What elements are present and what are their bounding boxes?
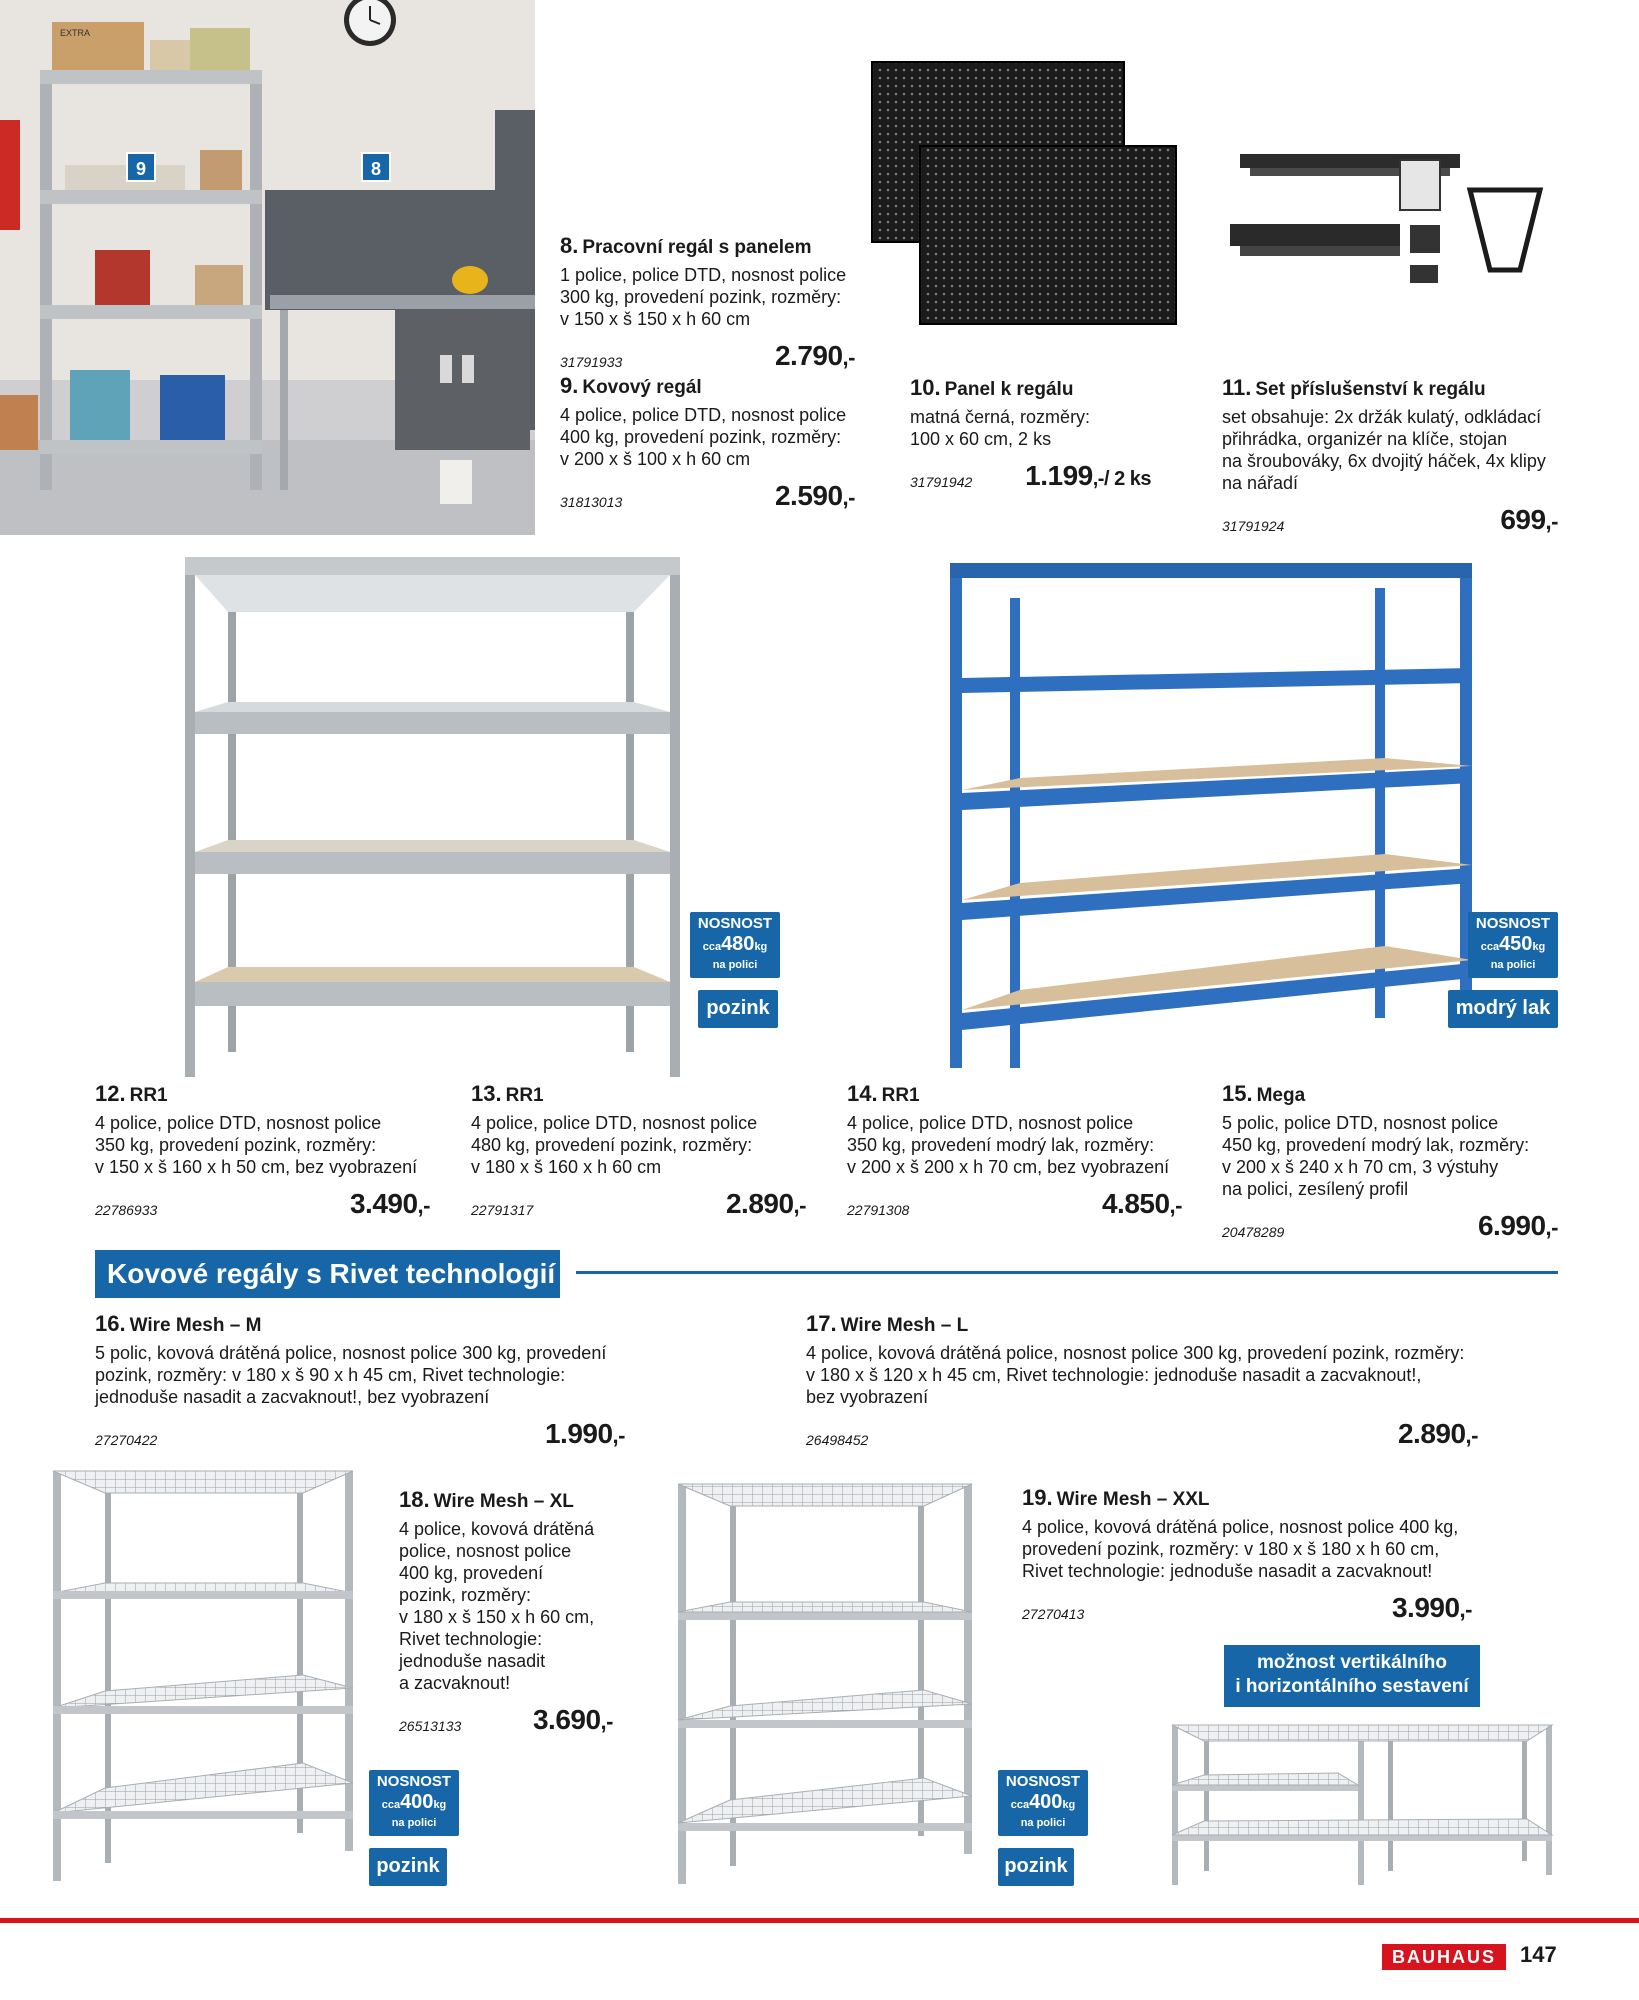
- product-19-price-suffix: ,-: [1459, 1597, 1472, 1622]
- product-18-desc-line: a zacvaknout!: [399, 1673, 511, 1693]
- marker-8: 8: [361, 152, 391, 182]
- product-11-code: 31791924: [1222, 518, 1285, 534]
- product-14-desc: [847, 1112, 1182, 1178]
- pozink-badge-left: pozink: [369, 1848, 447, 1886]
- nosnost-cca: cca: [1010, 1799, 1030, 1811]
- product-10-desc: [910, 406, 1145, 450]
- nosnost-value: [998, 1791, 1088, 1816]
- product-12-desc-line: 350 kg, provedení pozink, rozměry:: [95, 1135, 377, 1155]
- product-10-number: 10.: [910, 375, 941, 400]
- product-17-price-suffix: ,-: [1465, 1423, 1478, 1448]
- footer-rule: [0, 1918, 1639, 1923]
- product-14-code: 22791308: [847, 1202, 910, 1218]
- product-15-desc-line: v 200 x š 240 x h 70 cm, 3 výstuhy: [1222, 1157, 1499, 1177]
- product-16-price-value: 1.990: [544, 1418, 613, 1449]
- nosnost-label: NOSNOST: [1005, 1773, 1081, 1790]
- product-17-title: [806, 1312, 1478, 1338]
- section-title: Kovové regály s Rivet technologií: [95, 1250, 560, 1298]
- nosnost-kg: kg: [1062, 1799, 1076, 1811]
- product-9-desc-line: 4 police, police DTD, nosnost police: [560, 405, 847, 425]
- nosnost-per-shelf: na polici: [1020, 1817, 1066, 1829]
- product-18-number: 18.: [399, 1487, 430, 1512]
- nosnost-per-shelf: na polici: [712, 959, 758, 971]
- product-18-footer: [399, 1704, 613, 1736]
- nosnost-value: [690, 933, 780, 958]
- product-15-desc-line: na polici, zesílený profil: [1222, 1179, 1409, 1199]
- product-8-code: 31791933: [560, 354, 623, 370]
- product-14: [847, 1082, 1182, 1220]
- product-12-footer: [95, 1188, 430, 1220]
- product-13-footer: [471, 1188, 806, 1220]
- product-12-code: 22786933: [95, 1202, 158, 1218]
- product-19-code: 27270413: [1022, 1606, 1085, 1622]
- zinc-rack-image: [180, 552, 685, 1082]
- product-15: [1222, 1082, 1558, 1242]
- bauhaus-logo: BAUHAUS: [1382, 1944, 1506, 1970]
- product-8-footer: [560, 340, 855, 372]
- product-15-footer: [1222, 1210, 1558, 1242]
- nosnost-badge-480: [690, 912, 780, 978]
- product-12: [95, 1082, 430, 1220]
- product-9-price-value: 2.590: [774, 480, 843, 511]
- product-18-desc: [399, 1518, 609, 1694]
- product-15-price-value: 6.990: [1477, 1210, 1546, 1241]
- product-11: [1222, 376, 1558, 536]
- product-13-title: [471, 1082, 806, 1108]
- nosnost-load: 400: [1029, 1791, 1063, 1813]
- product-8-desc-line: 1 police, police DTD, nosnost police: [560, 265, 847, 285]
- product-9-desc-line: v 200 x š 100 x h 60 cm: [560, 449, 751, 469]
- product-18-desc-line: v 180 x š 150 x h 60 cm,: [399, 1607, 595, 1627]
- product-12-desc: [95, 1112, 430, 1178]
- product-18-desc-line: pozink, rozměry:: [399, 1585, 532, 1605]
- product-12-price-suffix: ,-: [417, 1193, 430, 1218]
- product-9-title: [560, 374, 855, 400]
- product-18-desc-line: 4 police, kovová drátěná: [399, 1519, 595, 1539]
- product-14-footer: [847, 1188, 1182, 1220]
- product-12-number: 12.: [95, 1081, 126, 1106]
- product-8-price-suffix: ,-: [842, 345, 855, 370]
- product-18-title: [399, 1488, 609, 1514]
- nosnost-kg: kg: [754, 941, 768, 953]
- product-8-desc: [560, 264, 855, 330]
- product-18-desc-line: 400 kg, provedení: [399, 1563, 544, 1583]
- combination-tag-line: i horizontálního sestavení: [1235, 1676, 1469, 1697]
- nosnost-value: [369, 1791, 459, 1816]
- product-19-desc: [1022, 1516, 1472, 1582]
- product-12-title: [95, 1082, 430, 1108]
- page-number: 147: [1520, 1942, 1557, 1967]
- product-16-title: [95, 1312, 625, 1338]
- accessories-illustration: [1220, 140, 1560, 290]
- product-13-price-suffix: ,-: [793, 1193, 806, 1218]
- product-9-desc-line: 400 kg, provedení pozink, rozměry:: [560, 427, 842, 447]
- product-8-desc-line: 300 kg, provedení pozink, rozměry:: [560, 287, 842, 307]
- blue-rack-illustration: [945, 558, 1480, 1078]
- product-16: [95, 1312, 625, 1450]
- product-14-desc-line: 4 police, police DTD, nosnost police: [847, 1113, 1134, 1133]
- product-12-desc-line: 4 police, police DTD, nosnost police: [95, 1113, 382, 1133]
- product-10: [910, 375, 1151, 492]
- pozink-badge-middle: pozink: [998, 1848, 1074, 1886]
- product-15-desc: [1222, 1112, 1558, 1200]
- product-8-number: 8.: [560, 233, 579, 258]
- product-17-desc-line: bez vyobrazení: [806, 1387, 929, 1407]
- product-10-code: 31791942: [910, 474, 973, 490]
- pegboard-illustration: [868, 58, 1180, 328]
- product-15-number: 15.: [1222, 1081, 1253, 1106]
- nosnost-load: 480: [721, 933, 755, 955]
- product-13-name: RR1: [505, 1085, 544, 1106]
- product-9-number: 9.: [560, 373, 579, 398]
- product-9-name: Kovový regál: [582, 377, 702, 398]
- product-16-desc: [95, 1342, 625, 1408]
- product-15-title: [1222, 1082, 1558, 1108]
- product-15-desc-line: 5 polic, police DTD, nosnost police: [1222, 1113, 1499, 1133]
- product-10-desc-line: matná černá, rozměry:: [910, 407, 1091, 427]
- product-16-name: Wire Mesh – M: [129, 1315, 262, 1336]
- nosnost-cca: cca: [381, 1799, 401, 1811]
- product-14-price: [1102, 1188, 1182, 1220]
- product-18-desc-line: police, nosnost police: [399, 1541, 572, 1561]
- workshop-illustration: [0, 0, 535, 535]
- product-10-desc-line: 100 x 60 cm, 2 ks: [910, 429, 1052, 449]
- product-14-price-suffix: ,-: [1169, 1193, 1182, 1218]
- product-8-price: [775, 340, 855, 372]
- product-12-name: RR1: [129, 1085, 168, 1106]
- product-13-desc-line: 480 kg, provedení pozink, rozměry:: [471, 1135, 753, 1155]
- product-14-name: RR1: [881, 1085, 920, 1106]
- product-11-desc-line: na nářadí: [1222, 473, 1299, 493]
- combination-tag: [1224, 1645, 1480, 1707]
- product-11-title: [1222, 376, 1558, 402]
- product-15-price-suffix: ,-: [1545, 1215, 1558, 1240]
- product-15-desc-line: 450 kg, provedení modrý lak, rozměry:: [1222, 1135, 1530, 1155]
- product-17-code: 26498452: [806, 1432, 869, 1448]
- nosnost-load: 400: [400, 1791, 434, 1813]
- product-13-desc: [471, 1112, 806, 1178]
- product-15-code: 20478289: [1222, 1224, 1285, 1240]
- modry-lak-badge: modrý lak: [1448, 990, 1558, 1028]
- product-18-code: 26513133: [399, 1718, 462, 1734]
- product-11-footer: [1222, 504, 1558, 536]
- product-10-footer: [910, 460, 1151, 492]
- product-17-name: Wire Mesh – L: [840, 1315, 969, 1336]
- nosnost-kg: kg: [1532, 941, 1546, 953]
- product-18-desc-line: jednoduše nasadit: [399, 1651, 546, 1671]
- product-16-price: [545, 1418, 625, 1450]
- product-14-title: [847, 1082, 1182, 1108]
- product-18-desc-line: Rivet technologie:: [399, 1629, 543, 1649]
- product-13-price: [726, 1188, 806, 1220]
- product-16-desc-line: pozink, rozměry: v 180 x š 90 x h 45 cm, Rivet technologie:: [95, 1365, 566, 1385]
- product-19-desc-line: provedení pozink, rozměry: v 180 x š 180 x h 60 cm,: [1022, 1539, 1440, 1559]
- product-11-desc-line: přihrádka, organizér na klíče, stojan: [1222, 429, 1508, 449]
- product-13: [471, 1082, 806, 1220]
- product-18-price: [533, 1704, 613, 1736]
- product-17-footer: [806, 1418, 1478, 1450]
- nosnost-per-shelf: na polici: [1490, 959, 1536, 971]
- product-19-name: Wire Mesh – XXL: [1056, 1489, 1210, 1510]
- product-18-name: Wire Mesh – XL: [433, 1491, 574, 1512]
- product-8-title: [560, 234, 855, 260]
- product-17-desc: [806, 1342, 1478, 1408]
- product-9: [560, 374, 855, 512]
- nosnost-kg: kg: [433, 1799, 447, 1811]
- product-19-price-value: 3.990: [1391, 1592, 1460, 1623]
- product-10-price-suffix: ,-/ 2 ks: [1092, 468, 1151, 490]
- product-9-footer: [560, 480, 855, 512]
- product-9-price-suffix: ,-: [842, 485, 855, 510]
- nosnost-per-shelf: na polici: [391, 1817, 437, 1829]
- pegboard-panels-image: [868, 58, 1180, 328]
- zinc-rack-illustration: [180, 552, 685, 1082]
- product-11-name: Set příslušenství k regálu: [1255, 379, 1486, 400]
- product-17-desc-line: 4 police, kovová drátěná police, nosnost police 300 kg, provedení pozink, rozměry:: [806, 1343, 1465, 1363]
- horizontal-setup-image: [1168, 1715, 1560, 1891]
- horizontal-setup-illustration: [1168, 1715, 1560, 1891]
- nosnost-value: [1468, 933, 1558, 958]
- product-17-price: [1398, 1418, 1478, 1450]
- product-17-price-value: 2.890: [1397, 1418, 1466, 1449]
- product-14-desc-line: 350 kg, provedení modrý lak, rozměry:: [847, 1135, 1155, 1155]
- product-11-price: [1500, 504, 1558, 536]
- product-13-code: 22791317: [471, 1202, 534, 1218]
- product-13-desc-line: 4 police, police DTD, nosnost police: [471, 1113, 758, 1133]
- section-divider: [576, 1271, 1558, 1274]
- product-8: [560, 234, 855, 372]
- nosnost-label: NOSNOST: [1475, 915, 1551, 932]
- product-16-footer: [95, 1418, 625, 1450]
- product-10-price: [1025, 460, 1151, 492]
- nosnost-cca: cca: [1480, 941, 1500, 953]
- combination-tag-line: možnost vertikálního: [1256, 1652, 1448, 1673]
- nosnost-badge-450: [1468, 912, 1558, 978]
- product-11-price-suffix: ,-: [1545, 509, 1558, 534]
- product-10-name: Panel k regálu: [944, 379, 1074, 400]
- wire-mesh-rack-xxl-image: [672, 1478, 982, 1890]
- nosnost-badge-400-middle: [998, 1770, 1088, 1836]
- nosnost-badge-400-left: [369, 1770, 459, 1836]
- product-14-price-value: 4.850: [1101, 1188, 1170, 1219]
- product-14-number: 14.: [847, 1081, 878, 1106]
- product-16-desc-line: 5 polic, kovová drátěná police, nosnost police 300 kg, provedení: [95, 1343, 607, 1363]
- product-18-price-value: 3.690: [532, 1704, 601, 1735]
- box-label: EXTRA: [60, 28, 91, 38]
- product-19-footer: [1022, 1592, 1472, 1624]
- product-14-desc-line: v 200 x š 200 x h 70 cm, bez vyobrazení: [847, 1157, 1170, 1177]
- product-19-price: [1392, 1592, 1472, 1624]
- nosnost-label: NOSNOST: [376, 1773, 452, 1790]
- product-8-desc-line: v 150 x š 150 x h 60 cm: [560, 309, 751, 329]
- product-8-price-value: 2.790: [774, 340, 843, 371]
- product-17-number: 17.: [806, 1311, 837, 1336]
- product-17: [806, 1312, 1478, 1450]
- product-12-price-value: 3.490: [349, 1188, 418, 1219]
- wire-mesh-rack-xxl-illustration: [672, 1478, 982, 1890]
- product-16-code: 27270422: [95, 1432, 158, 1448]
- workshop-photo: [0, 0, 535, 535]
- product-9-price: [775, 480, 855, 512]
- product-16-number: 16.: [95, 1311, 126, 1336]
- product-19-title: [1022, 1486, 1472, 1512]
- product-9-desc: [560, 404, 855, 470]
- product-11-number: 11.: [1222, 375, 1252, 400]
- product-13-price-value: 2.890: [725, 1188, 794, 1219]
- product-11-price-value: 699: [1500, 504, 1546, 535]
- wire-mesh-rack-xl-image: [45, 1463, 363, 1885]
- product-10-title: [910, 376, 1145, 402]
- product-16-desc-line: jednoduše nasadit a zacvaknout!, bez vyobrazení: [95, 1387, 490, 1407]
- product-13-number: 13.: [471, 1081, 502, 1106]
- product-15-price: [1478, 1210, 1558, 1242]
- product-13-desc-line: v 180 x š 160 x h 60 cm: [471, 1157, 662, 1177]
- product-19-desc-line: Rivet technologie: jednoduše nasadit a zacvaknout!: [1022, 1561, 1433, 1581]
- product-11-desc-line: na šroubováky, 6x dvojitý háček, 4x klipy: [1222, 451, 1546, 471]
- product-17-desc-line: v 180 x š 120 x h 45 cm, Rivet technologie: jednoduše nasadit a zacvaknout!,: [806, 1365, 1422, 1385]
- product-19-number: 19.: [1022, 1485, 1053, 1510]
- pozink-badge: pozink: [698, 990, 778, 1028]
- product-8-name: Pracovní regál s panelem: [582, 237, 812, 258]
- product-12-price: [350, 1188, 430, 1220]
- product-16-price-suffix: ,-: [612, 1423, 625, 1448]
- accessories-image: [1220, 140, 1560, 290]
- product-10-price-value: 1.199: [1025, 460, 1093, 491]
- product-9-code: 31813013: [560, 494, 623, 510]
- nosnost-cca: cca: [702, 941, 722, 953]
- wire-mesh-rack-xl-illustration: [45, 1463, 363, 1885]
- product-15-name: Mega: [1256, 1085, 1306, 1106]
- nosnost-label: NOSNOST: [697, 915, 773, 932]
- product-18: [399, 1487, 613, 1736]
- product-11-desc: [1222, 406, 1558, 494]
- product-18-price-suffix: ,-: [600, 1709, 613, 1734]
- product-19: [1022, 1486, 1472, 1624]
- blue-rack-image: [945, 558, 1480, 1078]
- marker-9: 9: [126, 152, 156, 182]
- nosnost-load: 450: [1499, 933, 1533, 955]
- product-12-desc-line: v 150 x š 160 x h 50 cm, bez vyobrazení: [95, 1157, 418, 1177]
- product-19-desc-line: 4 police, kovová drátěná police, nosnost police 400 kg,: [1022, 1517, 1459, 1537]
- product-11-desc-line: set obsahuje: 2x držák kulatý, odkládací: [1222, 407, 1542, 427]
